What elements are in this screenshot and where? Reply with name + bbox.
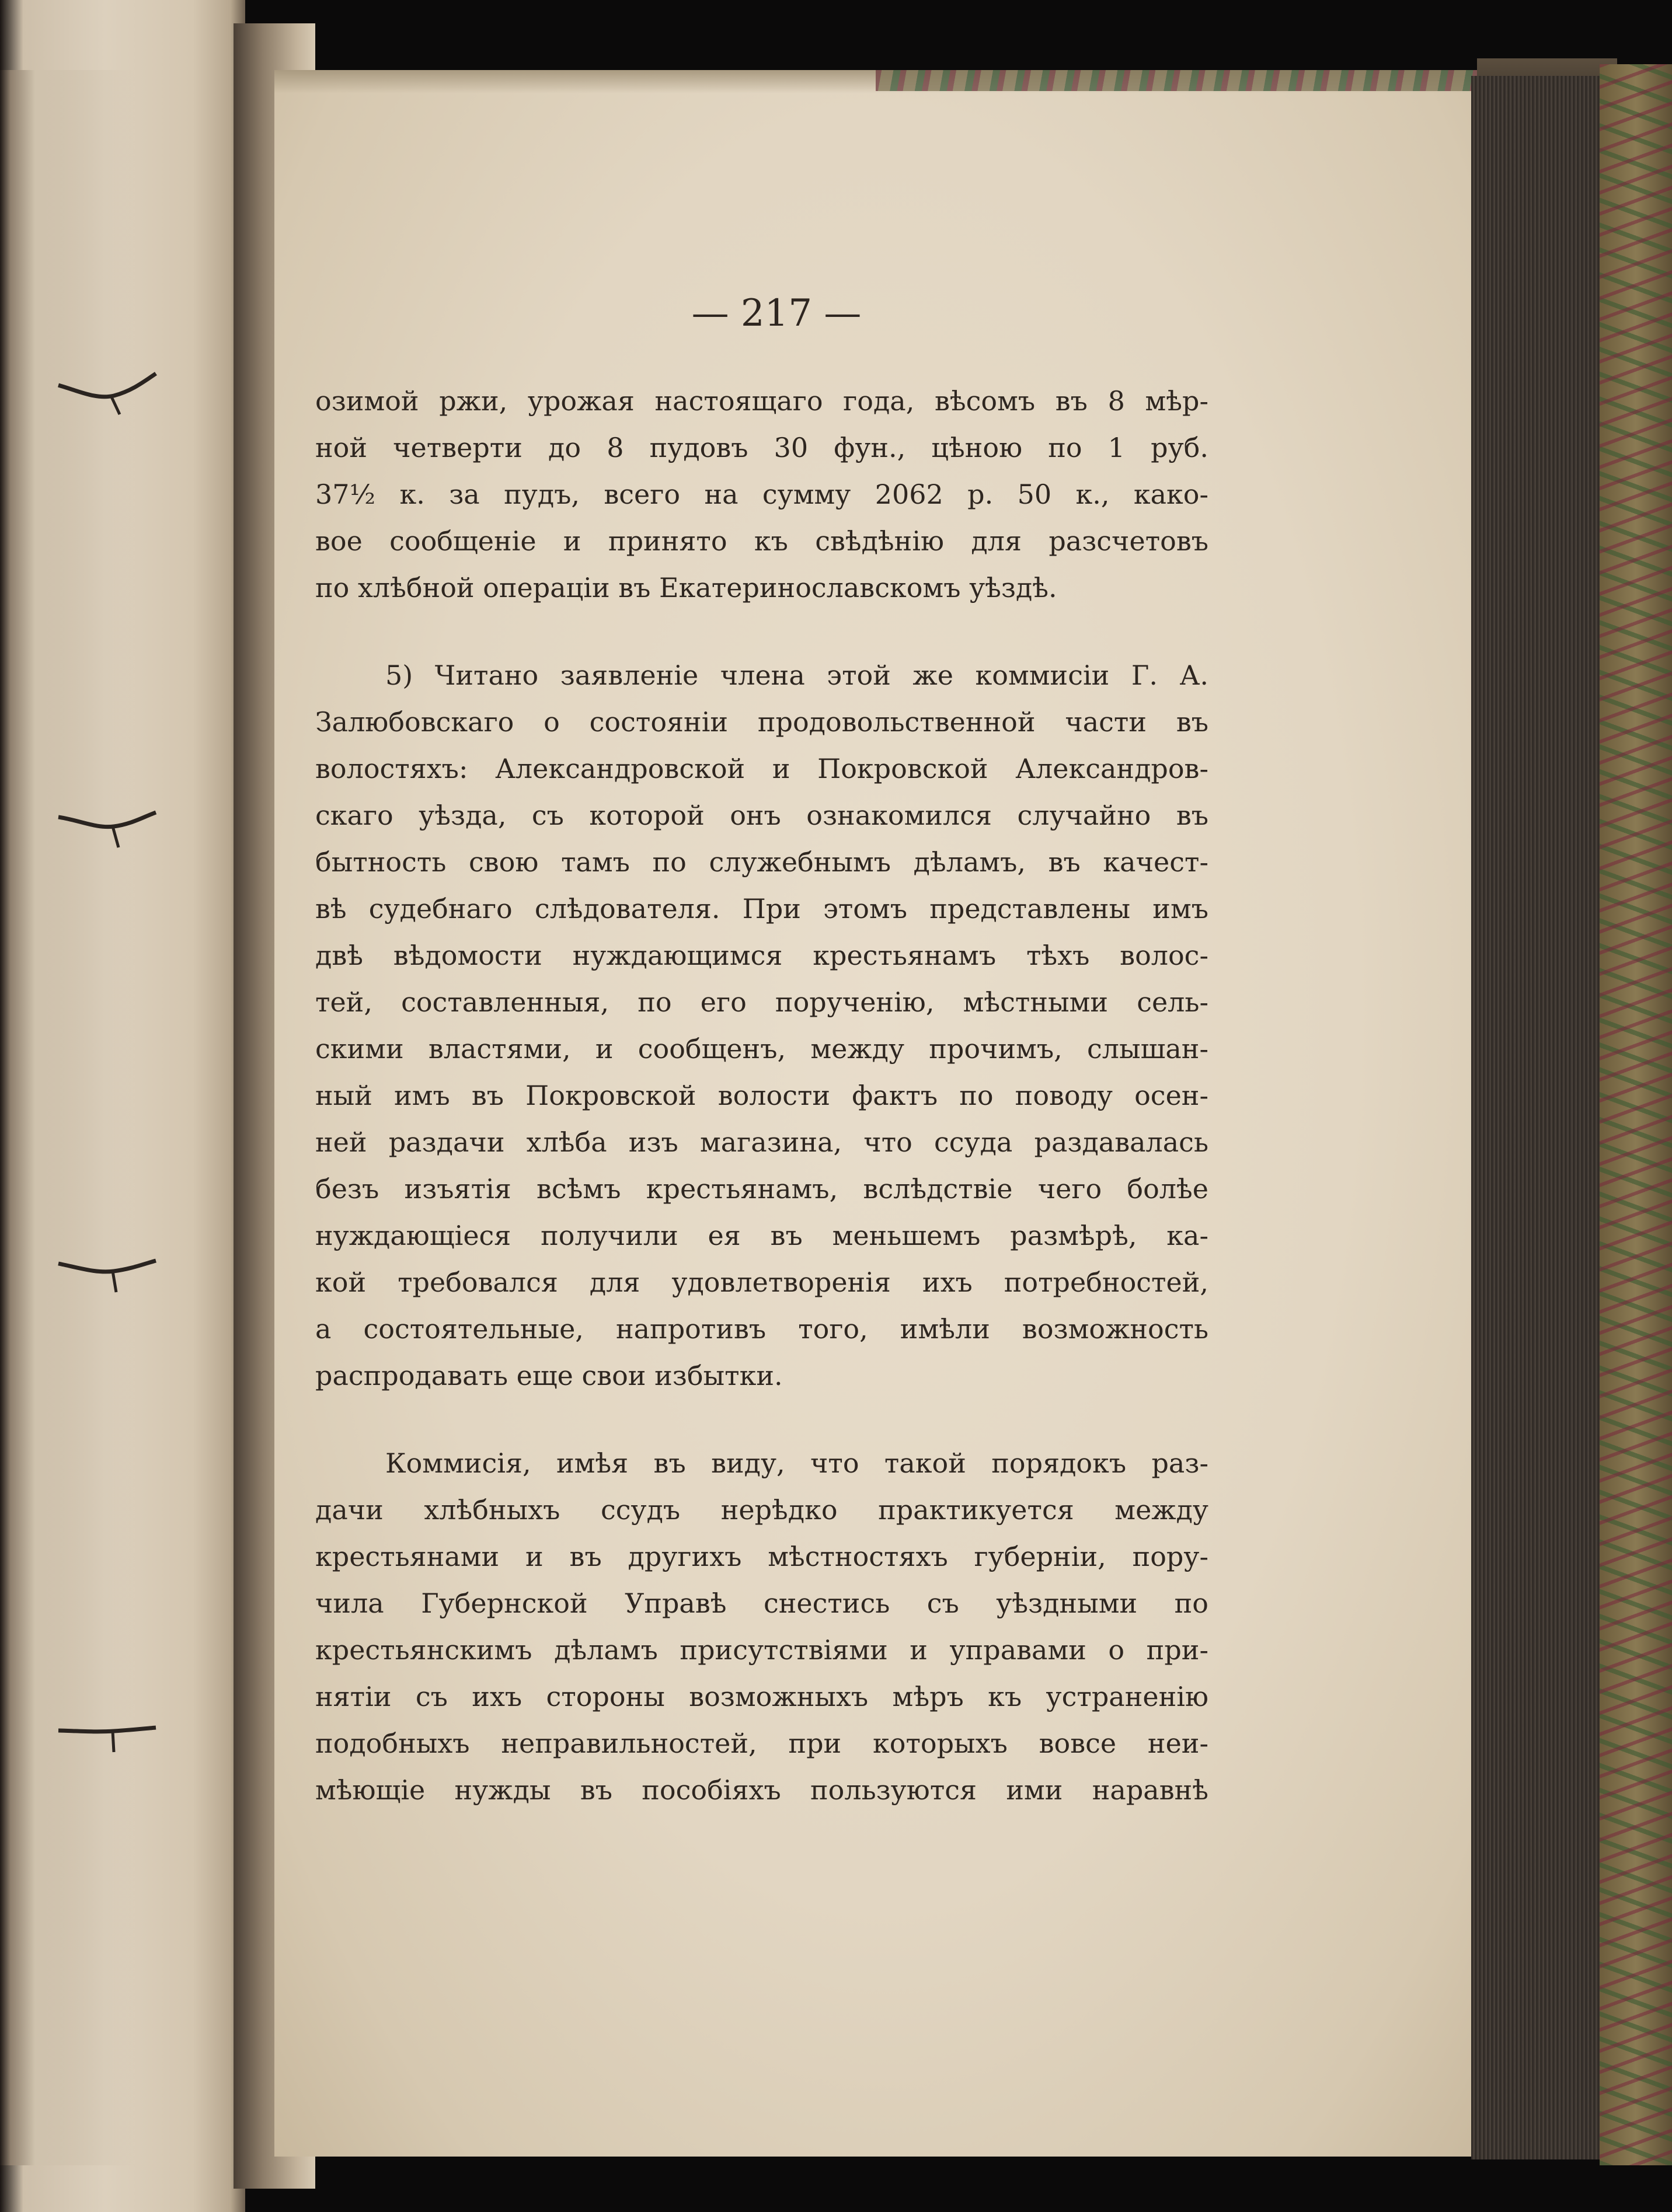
stitch-mark-icon <box>55 368 158 420</box>
text-line: двѣ вѣдомости нуждающимся крестьянамъ тѣхъ волос- <box>315 940 1208 971</box>
text-line: безъ изъятія всѣмъ крестьянамъ, вслѣдствіе чего болѣе <box>315 1173 1208 1205</box>
text-line: по хлѣбной операціи въ Екатеринославскомъ уѣздѣ. <box>315 572 1057 603</box>
text-line: крестьянами и въ другихъ мѣстностяхъ губерніи, пору- <box>315 1541 1208 1572</box>
text-line: нятіи съ ихъ стороны возможныхъ мѣръ къ устраненію <box>315 1681 1208 1712</box>
binding-stitch-2 <box>55 800 158 852</box>
page-number: — 217 — <box>691 292 862 335</box>
text-line: 37½ к. за пудъ, всего на сумму 2062 р. 50 к., како- <box>315 479 1208 510</box>
text-line: скими властями, и сообщенъ, между прочимъ, слышан- <box>315 1033 1208 1065</box>
binding-stitch-3 <box>55 1243 158 1296</box>
text-line: вое сообщеніе и принято къ свѣдѣнію для разсчетовъ <box>315 525 1208 557</box>
text-line: озимой ржи, урожая настоящаго года, вѣсомъ въ 8 мѣр- <box>315 385 1208 417</box>
text-line: нуждающіеся получили ея въ меньшемъ размѣрѣ, ка- <box>315 1220 1208 1251</box>
text-line: ной четверти до 8 пудовъ 30 фун., цѣною по 1 руб. <box>315 432 1208 463</box>
stitch-mark-icon <box>55 1243 158 1296</box>
text-line: волостяхъ: Александровской и Покровской Александров- <box>315 753 1208 784</box>
binding-stitch-4 <box>55 1704 158 1757</box>
text-line: а состоятельные, напротивъ того, имѣли возможность <box>315 1313 1208 1345</box>
stitch-mark-icon <box>55 1704 158 1757</box>
binding-stitch-1 <box>55 368 158 420</box>
text-line: Коммисія, имѣя въ виду, что такой порядокъ раз- <box>385 1447 1208 1479</box>
text-line: ней раздачи хлѣба изъ магазина, что ссуда раздавалась <box>315 1126 1208 1158</box>
text-line: тей, составленныя, по его порученію, мѣстными сель- <box>315 986 1208 1018</box>
text-line: кой требовался для удовлетворенія ихъ потребностей, <box>315 1267 1208 1298</box>
page-block-edges <box>1471 76 1605 2159</box>
text-line: Залюбовскаго о состояніи продовольственной части въ <box>315 706 1208 738</box>
text-line: крестьянскимъ дѣламъ присутствіями и управами о при- <box>315 1634 1208 1666</box>
text-line: скаго уѣзда, съ которой онъ ознакомился случайно въ <box>315 800 1208 831</box>
text-line: вѣ судебнаго слѣдователя. При этомъ представлены имъ <box>315 893 1208 924</box>
text-line: подобныхъ неправильностей, при которыхъ вовсе неи- <box>315 1728 1208 1759</box>
text-line: бытность свою тамъ по служебнымъ дѣламъ, въ качест- <box>315 846 1208 878</box>
text-line: распродавать еще свои избытки. <box>315 1360 783 1391</box>
right-page <box>274 70 1489 2157</box>
stitch-mark-icon <box>55 800 158 852</box>
marbled-cover <box>1600 64 1672 2165</box>
text-line: дачи хлѣбныхъ ссудъ нерѣдко практикуется между <box>315 1494 1208 1526</box>
text-line: 5) Читано заявленіе члена этой же коммисіи Г. А. <box>385 660 1208 691</box>
text-line: ный имъ въ Покровской волости фактъ по поводу осен- <box>315 1080 1208 1111</box>
text-line: мѣющіе нужды въ пособіяхъ пользуются ими наравнѣ <box>315 1774 1208 1806</box>
text-line: чила Губернской Управѣ снестись съ уѣздными по <box>315 1588 1208 1619</box>
